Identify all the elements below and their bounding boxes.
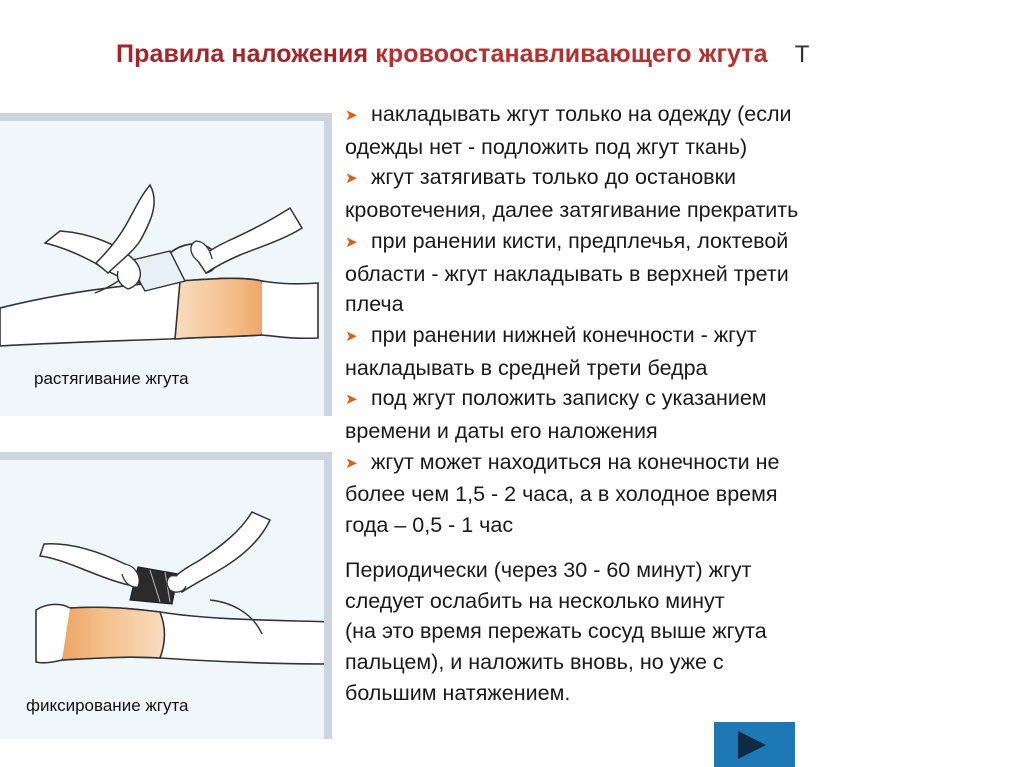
title-extra: Т [794, 41, 810, 68]
next-slide-button[interactable] [714, 722, 795, 767]
rule-item [345, 99, 900, 162]
arrow-bullet-icon: ➤ [345, 107, 358, 124]
note-line: Периодически (через 30 - 60 минут) жгут [345, 558, 752, 582]
illustration-stretching-tourniquet [0, 113, 332, 416]
rules-list [345, 99, 900, 541]
title-part-2: кровоостанавливающего жгута [375, 40, 768, 68]
note-line: следует ослабить на несколько минут [345, 588, 725, 613]
rule-item [345, 226, 900, 320]
arrow-bullet-icon: ➤ [345, 327, 358, 345]
rule-line: времени и даты его наложения [345, 419, 658, 444]
rule-line: плеча [345, 292, 404, 317]
rule-line: года – 0,5 - 1 час [345, 513, 514, 538]
arrow-bullet-icon: ➤ [345, 454, 358, 472]
note-line: (на это время пережать сосуд выше жгута [345, 619, 767, 644]
periodic-note [345, 555, 905, 709]
illustration-fixing-tourniquet [0, 452, 332, 739]
rule-line: накладывать жгут только на одежду (если [371, 102, 792, 126]
note-line: большим натяжением. [345, 680, 571, 705]
rule-item [345, 447, 900, 541]
arrow-bullet-icon: ➤ [345, 233, 358, 251]
rule-line: более чем 1,5 - 2 часа, а в холодное время [345, 482, 778, 507]
rule-item [345, 320, 900, 383]
page-title [116, 40, 809, 69]
rule-item [345, 162, 900, 225]
rule-line: под жгут положить записку с указанием [371, 386, 767, 411]
rule-item [345, 383, 900, 446]
rule-line: кровотечения, далее затягивание прекратить [345, 198, 799, 223]
caption-stretching: растягивание жгута [34, 369, 189, 388]
rule-line: жгут затягивать только до остановки [371, 165, 736, 190]
rule-line: при ранении нижней конечности - жгут [371, 322, 757, 347]
arrow-bullet-icon: ➤ [345, 391, 358, 409]
caption-fixing: фиксирование жгута [26, 696, 189, 715]
rule-line: жгут может находиться на конечности не [371, 449, 780, 474]
rule-line: одежды нет - подложить под жгут ткань) [345, 134, 748, 159]
title-part-1: Правила наложения [116, 40, 369, 68]
play-icon [738, 731, 766, 759]
rule-line: области - жгут накладывать в верхней трети [345, 261, 789, 286]
arrow-bullet-icon: ➤ [345, 170, 358, 188]
note-line: пальцем), и наложить вновь, но уже с [345, 650, 724, 675]
rule-line: накладывать в средней трети бедра [345, 355, 708, 380]
rule-line: при ранении кисти, предплечья, локтевой [371, 228, 789, 253]
